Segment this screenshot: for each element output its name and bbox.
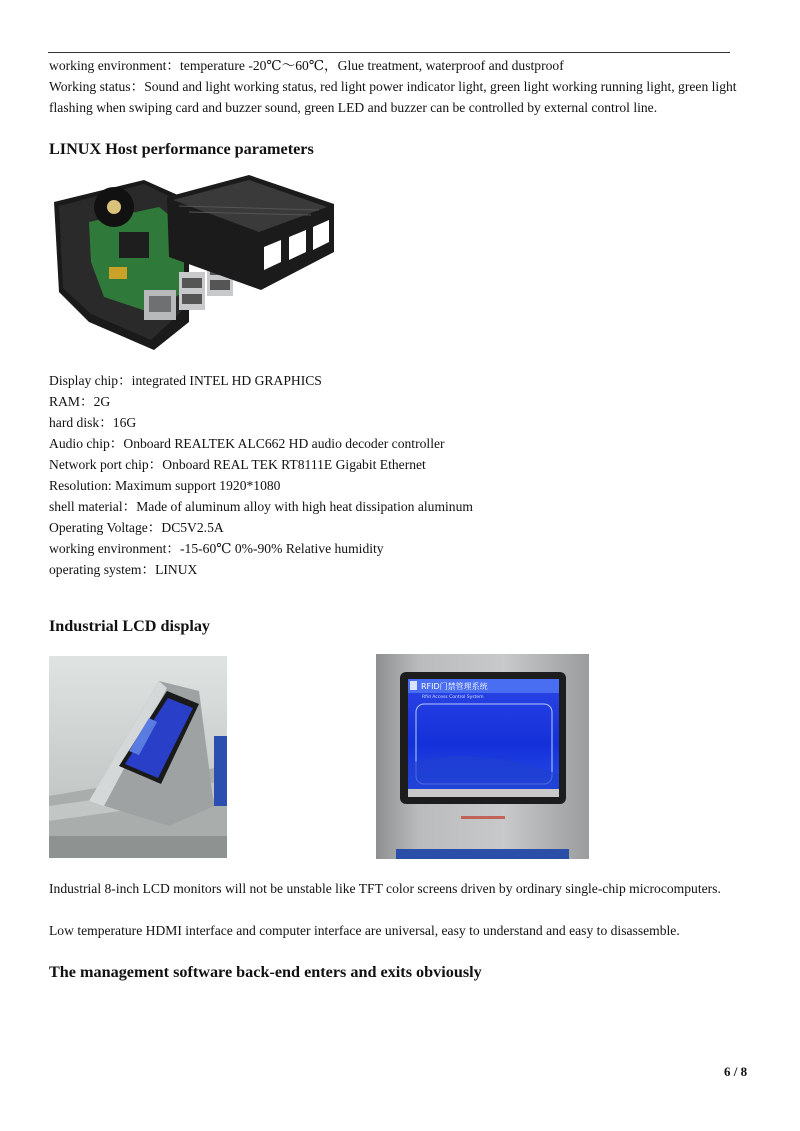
lcd-side-illustration [49, 656, 227, 858]
param-display-chip: Display chip：integrated INTEL HD GRAPHICS [49, 373, 322, 388]
lcd-para-2-text: Low temperature HDMI interface and computer interface are universal, easy to understand and easy to disassemble. [49, 923, 680, 938]
linux-host-illustration [49, 172, 341, 356]
linux-host-photo [49, 172, 341, 356]
lcd-para-1 [49, 878, 761, 899]
header-rule [48, 52, 730, 53]
working-environment-text: working environment：temperature -20℃～60℃，Glue treatment, waterproof and dustproof [49, 58, 564, 73]
param-operating-system: operating system：LINUX [49, 562, 198, 577]
lcd-side-photo [49, 656, 227, 858]
linux-params-list [49, 370, 761, 580]
page-number: 6 / 8 [724, 1064, 748, 1079]
linux-section-heading: LINUX Host performance parameters [49, 140, 314, 158]
lcd-screen-title: RFID门禁管理系统 [421, 682, 488, 691]
param-operating-voltage: Operating Voltage：DC5V2.5A [49, 520, 224, 535]
param-ram: RAM：2G [49, 394, 111, 409]
top-section [49, 55, 761, 118]
param-network-chip: Network port chip：Onboard REAL TEK RT8111E Gigabit Ethernet [49, 457, 426, 472]
working-status-text: Working status：Sound and light working status, red light power indicator light, green light working running light, green light flashing when swiping card and buzzer sound, green LED and buzzer can be controlled by external control line. [49, 79, 737, 115]
lcd-para-2 [49, 920, 761, 941]
param-working-environment: working environment：-15-60℃ 0%-90% Relative humidity [49, 541, 384, 556]
param-hard-disk: hard disk：16G [49, 415, 137, 430]
param-audio-chip: Audio chip：Onboard REALTEK ALC662 HD audio decoder controller [49, 436, 445, 451]
management-section-heading: The management software back-end enters and exits obviously [49, 963, 482, 981]
lcd-para-1-text: Industrial 8-inch LCD monitors will not be unstable like TFT color screens driven by ordinary single-chip microcomputers. [49, 881, 721, 896]
lcd-front-photo [376, 654, 589, 859]
lcd-front-illustration [376, 654, 589, 859]
param-shell-material: shell material：Made of aluminum alloy with high heat dissipation aluminum [49, 499, 473, 514]
lcd-section-heading: Industrial LCD display [49, 617, 211, 635]
param-resolution: Resolution: Maximum support 1920*1080 [49, 478, 281, 493]
lcd-screen-subtitle: Rfid Access Control System [422, 695, 484, 700]
